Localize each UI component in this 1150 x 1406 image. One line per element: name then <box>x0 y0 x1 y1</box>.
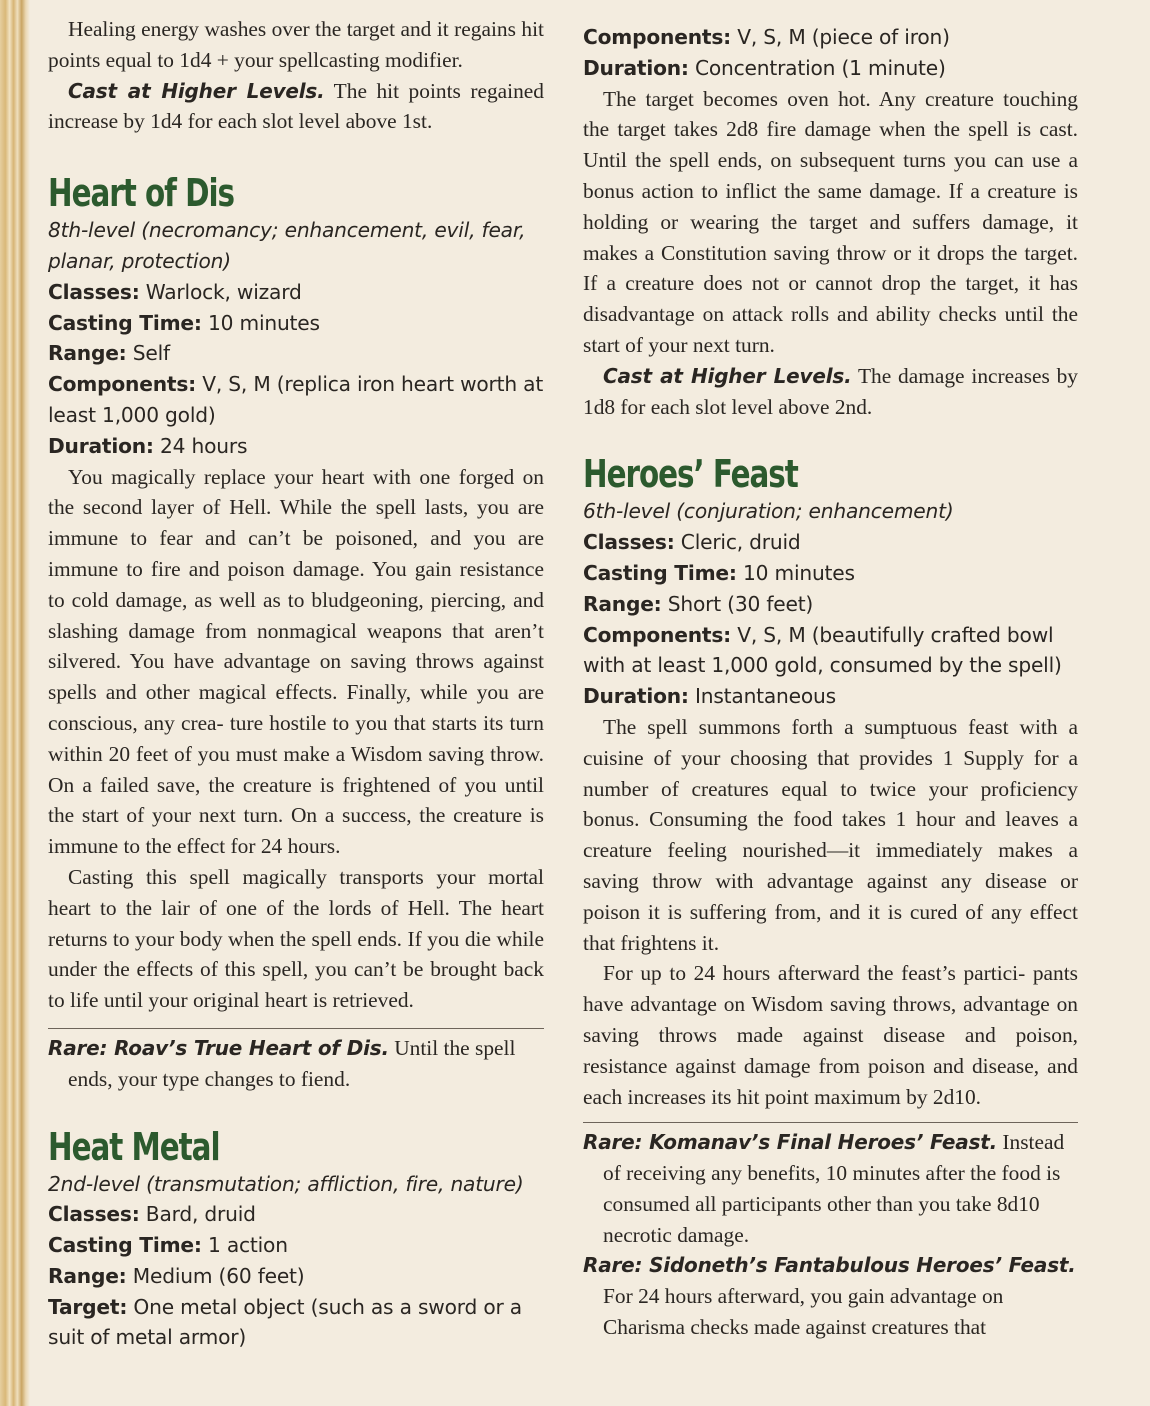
stat-value: Self <box>126 341 170 366</box>
higher-levels-text: The hit points regained increase by 1d4 for each slot level above 1st. <box>48 78 544 134</box>
rare-label: Rare: Komanav’s Final Heroes’ Feast. <box>583 1130 998 1155</box>
stat-label: Range: <box>48 341 127 366</box>
spell-description: For up to 24 hours afterward the feast’s partici- pants have advantage on Wisdom saving throws, advantage on saving throws made against disease and poison, resistance against damage from poison and disease, and each increases its hit point maximum by 2d10. <box>583 961 1078 1109</box>
stat-classes <box>48 277 544 308</box>
stat-label: Duration: <box>583 684 689 709</box>
stat-components <box>583 22 1078 53</box>
stat-label: Casting Time: <box>583 560 737 585</box>
stat-value: Instantaneous <box>688 684 836 709</box>
rare-label: Rare: Roav’s True Heart of Dis. <box>48 1035 389 1060</box>
stat-value: Medium (60 feet) <box>126 1263 305 1288</box>
rare-text: Until the spell ends, your type changes to fiend. <box>68 1035 516 1091</box>
stat-range <box>48 338 544 369</box>
left-column <box>48 14 544 1353</box>
stat-duration <box>583 681 1078 712</box>
stat-components <box>583 620 1078 682</box>
stat-duration <box>583 53 1078 84</box>
stat-label: Range: <box>48 1263 127 1288</box>
intro-paragraph: Healing energy washes over the target and it regains hit points equal to 1d4 + your spellcasting modifier. <box>48 17 544 72</box>
spell-title-heat-metal: Heat Metal <box>48 1124 220 1169</box>
stat-label: Classes: <box>48 1202 140 1227</box>
stat-value: Concentration (1 minute) <box>688 55 946 80</box>
stat-value: Bard, druid <box>139 1202 256 1227</box>
higher-levels-text: The damage increases by 1d8 for each slot level above 2nd. <box>583 363 1078 419</box>
spell-level: 6th-level (conjuration; enhancement) <box>583 499 954 524</box>
rare-variant <box>48 1033 544 1095</box>
spell-description: Casting this spell magically transports your mortal heart to the lair of one of the lords of Hell. The heart returns to your body when the spell ends. If you die while under the effects of this spell, you can’t be brought back to life until your original heart is retrieved. <box>48 864 544 1013</box>
stat-value: Short (30 feet) <box>661 591 814 616</box>
stat-label: Duration: <box>48 433 154 458</box>
spell-level: 2nd-level (transmutation; affliction, fire, nature) <box>48 1171 524 1196</box>
rare-variant <box>583 1127 1078 1250</box>
right-column <box>583 22 1078 1343</box>
rare-variant <box>583 1250 1078 1342</box>
intro-higher-levels <box>48 76 544 138</box>
spell-description: The spell summons forth a sumptuous feast with a cuisine of your choosing that provides 1 Supply for a number of creatures equal to twice your proficiency bonus. Consuming the food takes 1 hour and leaves a creature feeling nourished—it immediately makes a saving throw with advantage against any disease or poison it is suffering from, and it is cured of any effect that frightens it. <box>583 714 1078 955</box>
stat-value: Cleric, druid <box>674 530 801 555</box>
stat-value: Warlock, wizard <box>139 279 302 304</box>
higher-levels-label: Cast at Higher Levels. <box>603 363 852 388</box>
stat-label: Casting Time: <box>48 310 202 335</box>
stat-components <box>48 369 544 431</box>
stat-casting-time <box>583 558 1078 589</box>
stat-value: 10 minutes <box>201 310 320 335</box>
stat-value: V, S, M (replica iron heart worth at least 1,000 gold) <box>48 372 544 427</box>
stat-label: Range: <box>583 591 662 616</box>
higher-levels <box>583 361 1078 423</box>
stat-range <box>583 589 1078 620</box>
stat-label: Components: <box>583 25 732 49</box>
spell-title-heroes-feast: Heroes’ Feast <box>583 452 798 497</box>
stat-duration <box>48 431 544 462</box>
rare-text: Instead of receiving any benefits, 10 minutes after the food is consumed all participants other than you take 8d10 necrotic damage. <box>603 1130 1065 1247</box>
stat-value: 10 minutes <box>736 560 855 585</box>
stat-label: Duration: <box>583 55 689 80</box>
stat-label: Classes: <box>48 279 140 304</box>
stat-casting-time <box>48 308 544 339</box>
higher-levels-label: Cast at Higher Levels. <box>68 78 325 103</box>
stat-value: 24 hours <box>153 433 248 458</box>
stat-range <box>48 1261 544 1292</box>
stat-label: Target: <box>48 1294 128 1319</box>
spell-level: 8th-level (necromancy; enhancement, evil, fear, planar, protection) <box>48 218 526 273</box>
stat-label: Components: <box>48 372 197 397</box>
stat-classes <box>48 1199 544 1230</box>
stat-value: V, S, M (beautifully crafted bowl with at least 1,000 gold, consumed by the spell) <box>583 622 1062 678</box>
spell-description: The target becomes oven hot. Any creature touching the target takes 2d8 fire damage when the spell is cast. Until the spell ends, on subsequent turns you can use a bonus action to inflict the same damage. If a creature is holding or wearing the target and suffers damage, it makes a Constitution saving throw or it drops the target. If a creature does not or cannot drop the target, it has disadvantage on attack rolls and ability checks until the start of your next turn. <box>583 86 1078 357</box>
stat-label: Casting Time: <box>48 1233 202 1258</box>
stat-value: V, S, M (piece of iron) <box>731 25 950 49</box>
stat-classes <box>583 527 1078 558</box>
rare-text: For 24 hours afterward, you gain advantage on Charisma checks made against creatures that <box>603 1284 1004 1340</box>
stat-casting-time <box>48 1230 544 1261</box>
rare-label: Rare: Sidoneth’s Fantabulous Heroes’ Feast. <box>583 1253 1076 1278</box>
stat-label: Classes: <box>583 530 675 555</box>
stat-value: One metal object (such as a sword or a suit of metal armor) <box>48 1294 522 1350</box>
page-edge-decoration <box>0 0 30 1406</box>
spell-description: You magically replace your heart with one forged on the second layer of Hell. While the spell lasts, you are immune to fear and can’t be poisoned, and you are immune to fire and poison damage. You gain resistance to cold damage, as well as to bludgeoning, piercing, and slashing damage from nonmagical weapons that aren’t silvered. You have advantage on saving throws against spells and other magical effects. Finally, while you are conscious, any crea- ture hostile to you that starts its turn within 20 feet of you must make a Wisdom saving throw. On a failed save, the creature is frightened of you until the start of your next turn. On a success, the creature is immune to the effect for 24 hours. <box>48 464 544 859</box>
stat-value: 1 action <box>201 1233 288 1258</box>
stat-label: Components: <box>583 622 732 647</box>
stat-target <box>48 1292 544 1354</box>
spell-title-heart-of-dis: Heart of Dis <box>48 171 235 216</box>
